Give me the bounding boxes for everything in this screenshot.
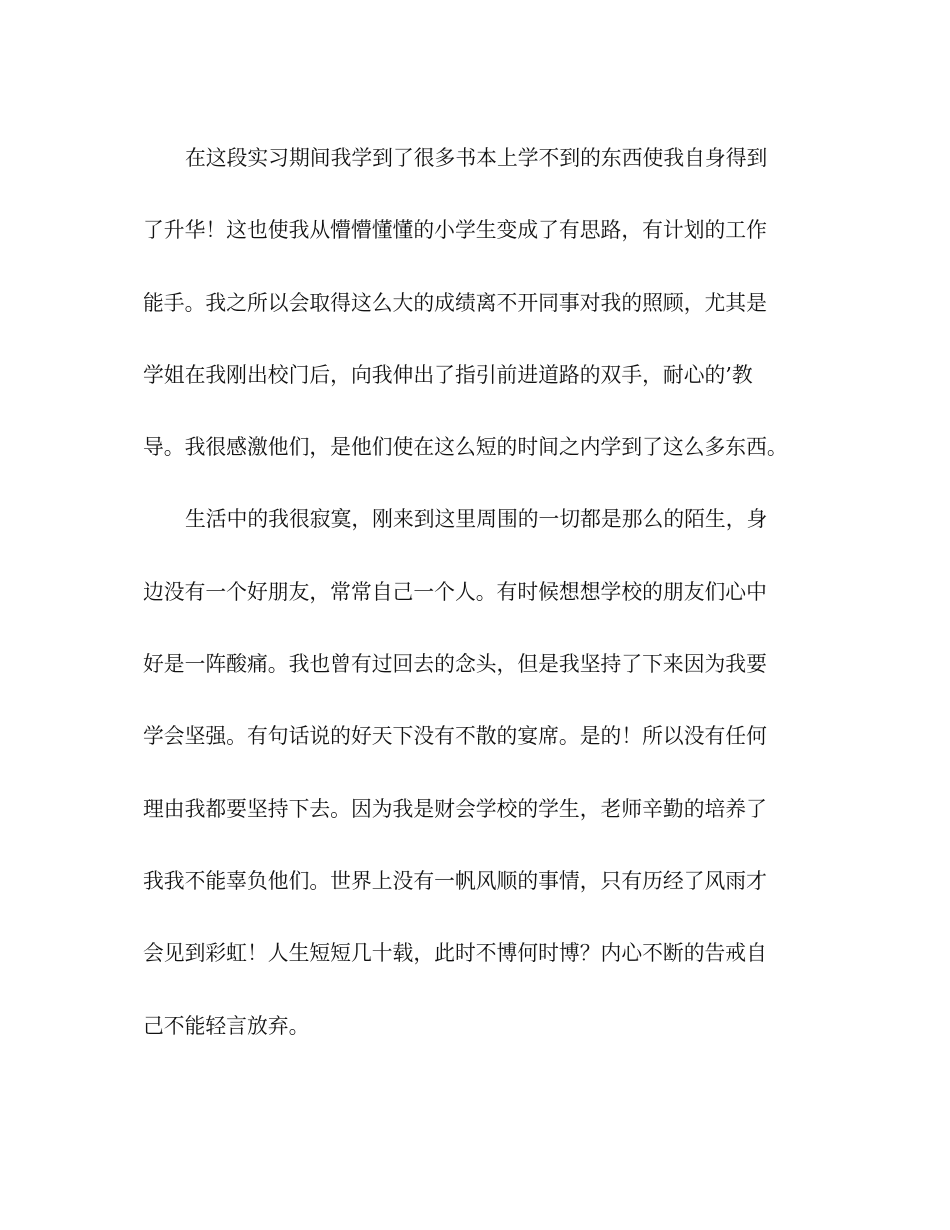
text-line: 好是一阵酸痛。我也曾有过回去的念头，但是我坚持了下来因为我要 — [143, 652, 767, 677]
text-line: 学姐在我刚出校门后，向我伸出了指引前进道路的双手，耐心的’教 — [143, 362, 753, 387]
text-line: 生活中的我很寂寞，刚来到这里周围的一切都是那么的陌生，身 — [185, 507, 768, 532]
paragraph-2 — [143, 501, 823, 1043]
text-line: 导。我很感激他们，是他们使在这么短的时间之内学到了这么多东西。 — [143, 435, 788, 460]
text-line: 己不能轻言放弃。 — [143, 1013, 310, 1038]
text-line: 我我不能辜负他们。世界上没有一帆风顺的事情，只有历经了风雨才 — [143, 868, 767, 893]
text-line: 边没有一个好朋友，常常自己一个人。有时候想想学校的朋友们心中 — [143, 579, 767, 604]
text-line: 在这段实习期间我学到了很多书本上学不到的东西使我自身得到 — [185, 146, 768, 170]
document-body — [143, 140, 823, 1080]
text-line: 学会坚强。有句话说的好天下没有不散的宴席。是的！所以没有任何 — [143, 724, 767, 749]
text-line: 能手。我之所以会取得这么大的成绩离不开同事对我的照顾，尤其是 — [143, 290, 767, 315]
text-line: 了升华！这也使我从懵懵懂懂的小学生变成了有思路，有计划的工作 — [143, 218, 767, 243]
paragraph-1 — [143, 140, 823, 465]
text-line: 会见到彩虹！人生短短几十载，此时不博何时博？内心不断的告戒自 — [143, 941, 767, 966]
text-line: 理由我都要坚持下去。因为我是财会学校的学生，老师辛勤的培养了 — [143, 796, 767, 821]
